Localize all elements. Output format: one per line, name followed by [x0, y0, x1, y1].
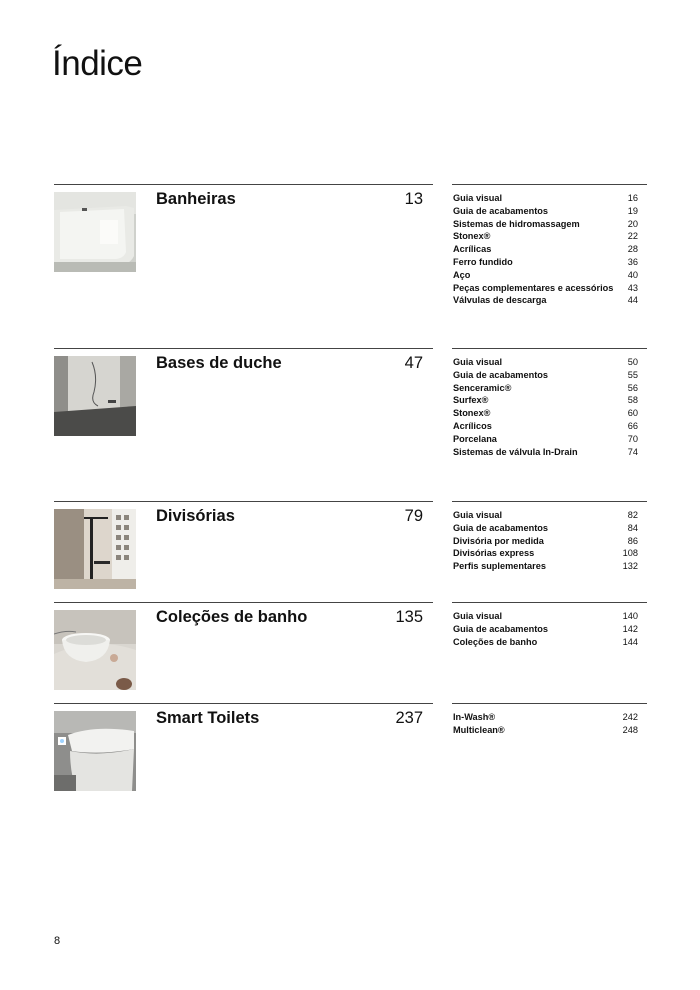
list-item[interactable]: Senceramic® 56 [453, 382, 638, 393]
subsection-list [453, 509, 638, 573]
section-divider [54, 501, 433, 502]
list-item[interactable]: Stonex® 60 [453, 408, 638, 419]
list-item[interactable]: Guia visual 82 [453, 510, 638, 520]
section-title[interactable]: Divisórias [156, 507, 235, 525]
subsection-list [453, 356, 638, 458]
section-divider [54, 184, 433, 185]
list-item[interactable]: Aço 40 [453, 269, 638, 280]
list-item[interactable]: Válvulas de descarga 44 [453, 295, 638, 306]
subsection-list [453, 610, 638, 648]
list-item[interactable]: Stonex® 22 [453, 231, 638, 242]
section-page-number: 47 [404, 354, 423, 372]
section-page-number: 135 [395, 608, 423, 626]
section-page-number: 237 [395, 709, 423, 727]
section-divider [452, 184, 647, 185]
list-item[interactable]: Multiclean® 248 [453, 724, 638, 735]
washbasin-photo [54, 610, 136, 690]
list-item[interactable]: Acrílicos 66 [453, 420, 638, 431]
list-item[interactable]: Guia visual 140 [453, 611, 638, 621]
section-divider [452, 501, 647, 502]
list-item[interactable]: Peças complementares e acessórios 43 [453, 282, 638, 293]
list-item[interactable]: Sistemas de válvula In-Drain 74 [453, 446, 638, 457]
section-divider [452, 348, 647, 349]
section-divider [54, 348, 433, 349]
smart-toilet-photo [54, 711, 136, 791]
list-item[interactable]: Guia visual 16 [453, 193, 638, 203]
section-divider [54, 703, 433, 704]
section-divider [452, 703, 647, 704]
bathtub-photo [54, 192, 136, 272]
section-title[interactable]: Smart Toilets [156, 709, 260, 727]
list-item[interactable]: Guia visual 50 [453, 357, 638, 367]
section-title[interactable]: Bases de duche [156, 354, 282, 372]
section-divider [54, 602, 433, 603]
shower-base-photo [54, 356, 136, 436]
subsection-list [453, 192, 638, 307]
page-title: Índice [52, 44, 143, 83]
list-item[interactable]: Perfis suplementares 132 [453, 561, 638, 572]
list-item[interactable]: Guia de acabamentos 84 [453, 522, 638, 533]
page-number: 8 [54, 935, 61, 947]
section-page-number: 79 [404, 507, 423, 525]
subsection-list [453, 711, 638, 737]
list-item[interactable]: In-Wash® 242 [453, 712, 638, 722]
list-item[interactable]: Divisórias express 108 [453, 548, 638, 559]
list-item[interactable]: Guia de acabamentos 142 [453, 623, 638, 634]
list-item[interactable]: Coleções de banho 144 [453, 636, 638, 647]
section-title[interactable]: Coleções de banho [156, 608, 308, 626]
list-item[interactable]: Guia de acabamentos 55 [453, 369, 638, 380]
section-page-number: 13 [404, 190, 423, 208]
section-divider [452, 602, 647, 603]
list-item[interactable]: Sistemas de hidromassagem 20 [453, 218, 638, 229]
list-item[interactable]: Porcelana 70 [453, 433, 638, 444]
list-item[interactable]: Surfex® 58 [453, 395, 638, 406]
list-item[interactable]: Ferro fundido 36 [453, 256, 638, 267]
list-item[interactable]: Acrílicas 28 [453, 244, 638, 255]
list-item[interactable]: Divisória por medida 86 [453, 535, 638, 546]
section-title[interactable]: Banheiras [156, 190, 236, 208]
list-item[interactable]: Guia de acabamentos 19 [453, 205, 638, 216]
shower-screen-photo [54, 509, 136, 589]
